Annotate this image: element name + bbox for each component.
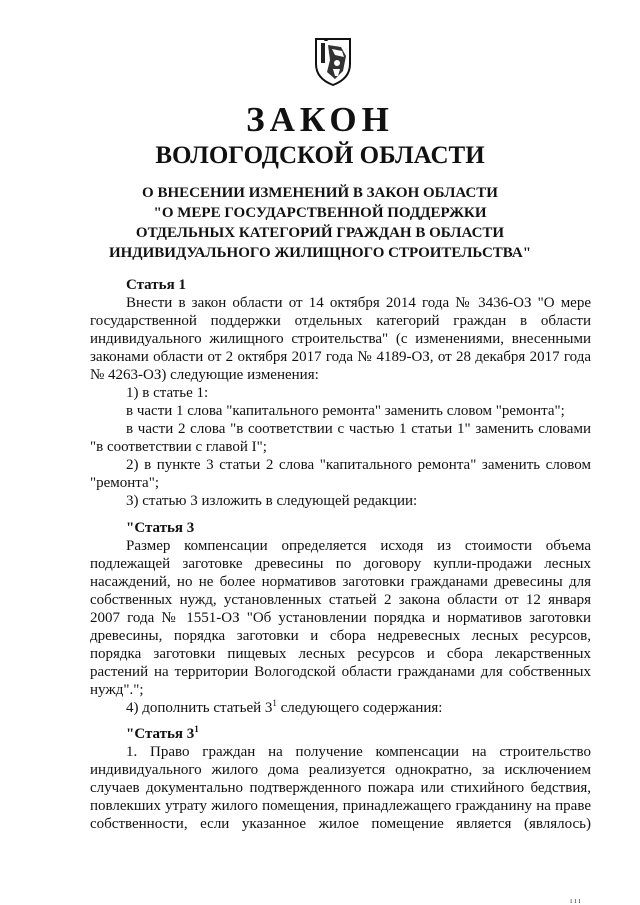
paragraph-line: 2) в пункте 3 статьи 2 слова "капитального ремонта" заменить словом — [126, 457, 591, 473]
paragraph-line: Внести в закон области от 14 октября 2014 года № 3436-ОЗ "О мере — [126, 295, 591, 311]
article-1-heading: Статья 1 — [126, 277, 186, 293]
paragraph-line: в части 2 слова "в соответствии с частью 1 статьи 1" заменить словами — [126, 421, 591, 437]
paragraph-line: индивидуального жилого дома реализуется однократно, за исключением — [90, 762, 591, 778]
paragraph-line: 3) статью 3 изложить в следующей редакции: — [126, 493, 418, 509]
paragraph-line: 1. Право граждан на получение компенсации на строительство — [126, 744, 591, 760]
subtitle-line: ОТДЕЛЬНЫХ КАТЕГОРИЙ ГРАЖДАН В ОБЛАСТИ — [135, 225, 505, 241]
superscript: 1 — [194, 724, 199, 734]
paragraph-line: Размер компенсации определяется исходя из стоимости объема — [126, 538, 591, 554]
paragraph-line: государственной поддержки отдельных категорий граждан в области — [90, 313, 591, 329]
item-4-line — [126, 699, 591, 717]
paragraph-line: повлекших утрату жилого помещения, принадлежащего гражданину на праве — [90, 798, 591, 814]
paragraph-line: случаев документально подтвержденного пожара или стихийного бедствия, — [90, 780, 591, 796]
paragraph-line: индивидуального жилищного строительства" (с изменениями, внесенными — [90, 331, 591, 347]
paragraph-line: собственности, если указанное жилое помещение является (являлось) — [90, 816, 591, 832]
paragraph-line: нужд"."; — [90, 682, 144, 698]
subtitle-line: ИНДИВИДУАЛЬНОГО ЖИЛИЩНОГО СТРОИТЕЛЬСТВА" — [108, 245, 532, 261]
paragraph-line: "ремонта"; — [90, 475, 159, 491]
paragraph-line: законами области от 2 октября 2017 года № 4189-ОЗ, от 28 декабря 2017 года — [90, 349, 591, 365]
item-4-text: 4) дополнить статьей 3 — [126, 700, 273, 716]
paragraph-line: порядка заготовки пищевых лесных ресурсов и сбора лекарственных — [90, 646, 591, 662]
page-mark: ı ı ı — [570, 896, 581, 905]
paragraph-line: подлежащей заготовке древесины по договору купли-продажи лесных — [90, 556, 591, 572]
paragraph-line: в части 1 слова "капитального ремонта" заменить словом "ремонта"; — [126, 403, 565, 419]
document-subtitle — [0, 183, 640, 263]
document-region: ВОЛОГОДСКОЙ ОБЛАСТИ — [155, 142, 485, 169]
paragraph-line: "в соответствии с главой I"; — [90, 439, 267, 455]
heading-text: "Статья 3 — [126, 726, 195, 742]
paragraph-line: растений на территории Вологодской области гражданами для собственных — [90, 664, 591, 680]
paragraph-line: 2007 года № 1551-ОЗ "Об установлении порядка и нормативов заготовки — [90, 610, 591, 626]
subtitle-line: "О МЕРЕ ГОСУДАРСТВЕННОЙ ПОДДЕРЖКИ — [153, 205, 487, 221]
paragraph-line: 1) в статье 1: — [126, 385, 209, 401]
item-4-text-end: следующего содержания: — [276, 700, 443, 716]
paragraph-line: № 4263-ОЗ) следующие изменения: — [90, 367, 319, 383]
paragraph-line: насаждений, но не более нормативов заготовки гражданами древесины для — [90, 574, 591, 590]
article-3-1-heading — [126, 725, 591, 743]
coat-of-arms-icon — [313, 36, 353, 86]
document-title: ЗАКОН — [246, 100, 394, 139]
paragraph-line: древесины, порядка заготовки и сбора недревесных лесных ресурсов, — [90, 628, 591, 644]
subtitle-line: О ВНЕСЕНИИ ИЗМЕНЕНИЙ В ЗАКОН ОБЛАСТИ — [142, 185, 498, 201]
paragraph-line: собственных нужд, установленных статьей 2 закона области от 12 января — [90, 592, 591, 608]
superscript: 1 — [272, 698, 277, 708]
article-3-heading: "Статья 3 — [126, 520, 195, 536]
